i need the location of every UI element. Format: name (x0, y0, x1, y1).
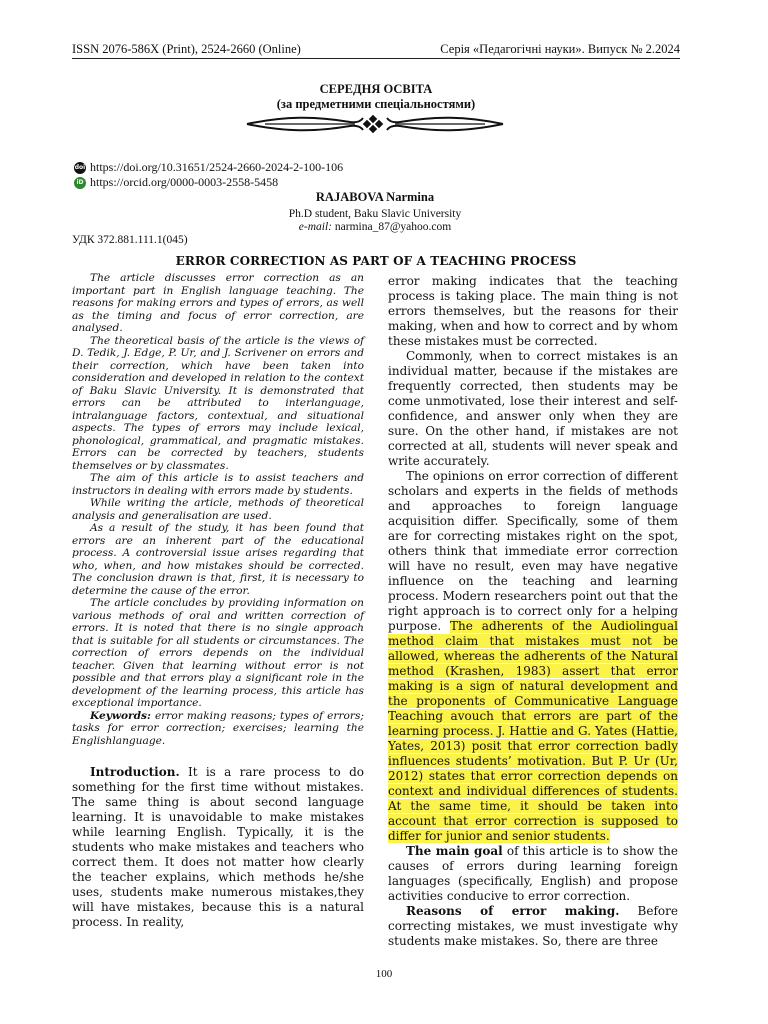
abstract-paragraph: The aim of this article is to assist teachers and instructors in dealing with errors made by students. (72, 472, 364, 497)
body-paragraph (388, 844, 678, 904)
abstract-paragraph: The article concludes by providing information on various methods of oral and written correction of errors. It is noted that there is no single approach that is suitable for all students or circumstances. The correction of errors depends on the individual teacher. Given that learning without error is not possible and that errors play a significant role in the development of the learning process, this article has exceptional importance. (72, 597, 364, 709)
keywords-text: error making reasons; types of errors; tasks for error correction; exercises; learning the Englishlanguage. (72, 709, 364, 747)
body-paragraph (388, 469, 678, 844)
section-title: СЕРЕДНЯ ОСВІТА (319, 82, 433, 96)
header-rule (72, 58, 680, 59)
doi-row (74, 160, 343, 175)
main-goal-text: of this article is to show the causes of errors during learning foreign languages (specifically, English) and propose activities conducive to error correction. (388, 844, 679, 903)
identifier-links (74, 160, 343, 190)
series-text: Серія «Педагогічні науки». Випуск № 2.2024 (440, 42, 680, 56)
main-goal-label: The main goal (406, 844, 503, 858)
udk-code: УДК 372.881.111.1(045) (72, 234, 188, 246)
doi-icon: doi (74, 162, 86, 174)
author-affiliation: Ph.D student, Baku Slavic University (288, 208, 462, 220)
email-label: e-mail: (298, 221, 333, 233)
orcid-icon: iD (74, 177, 86, 189)
issn-text: ISSN 2076-586X (Print), 2524-2660 (Online) (72, 42, 301, 56)
highlighted-text: The adherents of the Audiolingual method claim that mistakes must not be allowed, whereas the adherents of the Natural method (Krashen, 1983) assert that error making is a sign of natural development and the proponents of Communicative Language Teaching avouch that errors are part of the learning process. J. Hattie and G. Yates (Hattie, Yates, 2013) posit that error correction badly influences students’ motivation. But P. Ur (Ur, 2012) states that error correction depends on context and individual differences of students. At the same time, it should be taken into account that error correction is supposed to differ for junior and senior students. (388, 619, 678, 843)
email-address[interactable]: narmina_87@yahoo.com (334, 221, 452, 233)
left-column (72, 272, 364, 930)
running-head (72, 42, 680, 58)
keywords-label: Keywords: (90, 709, 151, 722)
keywords (72, 710, 364, 748)
author-block (200, 188, 550, 234)
abstract-paragraph: The article discusses error correction as an important part in English language teaching. The reasons for making errors and types of errors, as well as the timing and focus of error correction, are analysed. (72, 272, 364, 334)
intro-paragraph (72, 765, 364, 930)
body-paragraph: error making indicates that the teaching process is taking place. The main thing is not errors themselves, but the reasons for their making, when and how to correct and by whom these mistakes must be corrected. (388, 274, 678, 348)
body-text: The opinions on error correction of different scholars and experts in the fields of methods and approaches to foreign language acquisition differ. Specifically, some of them are for correcting mistakes right on the spot, others think that immediate error correction will have no result, even may have negative influence on the teaching and learning process. Modern researchers point out that the right approach is to correct only for a helping purpose. (388, 469, 678, 633)
article-title: ERROR CORRECTION AS PART OF A TEACHING PROCESS (175, 254, 577, 268)
ornament-divider-icon (245, 112, 505, 136)
right-column (388, 274, 678, 949)
abstract-paragraph: The theoretical basis of the article is the views of D. Tedik, J. Edge, P. Ur, and J. Scrivener on errors and their correction, which have been taken into consideration and developed in relation to the context of Baku Slavic University. It is demonstrated that errors can be attributed to interlanguage, intralanguage factors, contextual, and situational aspects. The types of errors may include lexical, phonological, grammatical, and pragmatic mistakes. Errors can be corrected by teachers, students themselves or by classmates. (72, 334, 364, 472)
body-paragraph: Commonly, when to correct mistakes is an individual matter, because if the mistakes are frequently corrected, then students may be come unmotivated, lose their interest and self-confidence, and answer only when they are sure. On the other hand, if mistakes are not corrected at all, students will never speak and write accurately. (388, 349, 678, 468)
abstract-paragraph: While writing the article, methods of theoretical analysis and generalisation are used. (72, 497, 364, 522)
reasons-text: Before correcting mistakes, we must investigate why students make mistakes. So, there are three (388, 904, 678, 948)
abstract-paragraph: As a result of the study, it has been found that errors are an inherent part of the educational process. A controversial issue arises regarding that who, when, and how mistakes should be corrected. The conclusion drawn is that, first, it is necessary to determine the cause of the error. (72, 522, 364, 597)
abstract (72, 272, 364, 747)
orcid-link[interactable]: https://orcid.org/0000-0003-2558-5458 (90, 175, 279, 189)
section-subtitle: (за предметними спеціальностями) (276, 97, 476, 111)
section-heading (72, 82, 680, 112)
body-paragraph (388, 904, 678, 949)
intro-text: It is a rare process to do something for the first time without mistakes. The same thing is about second language learning. It is unavoidable to make mistakes while learning English. Typically, it is the students who make mistakes and teachers who correct them. It does not matter how clearly the teacher explains, which methods he/she uses, students make numerous mistakes,they will have mistakes, because this is a natural process. In reality, (72, 765, 364, 929)
page-number: 100 (375, 968, 393, 980)
doi-link[interactable]: https://doi.org/10.31651/2524-2660-2024-2-100-106 (90, 160, 344, 174)
author-email (200, 221, 550, 234)
reasons-label: Reasons of error making. (406, 904, 620, 918)
introduction (72, 765, 364, 930)
intro-label: Introduction. (90, 765, 180, 779)
author-name: RAJABOVA Narmina (315, 190, 435, 204)
